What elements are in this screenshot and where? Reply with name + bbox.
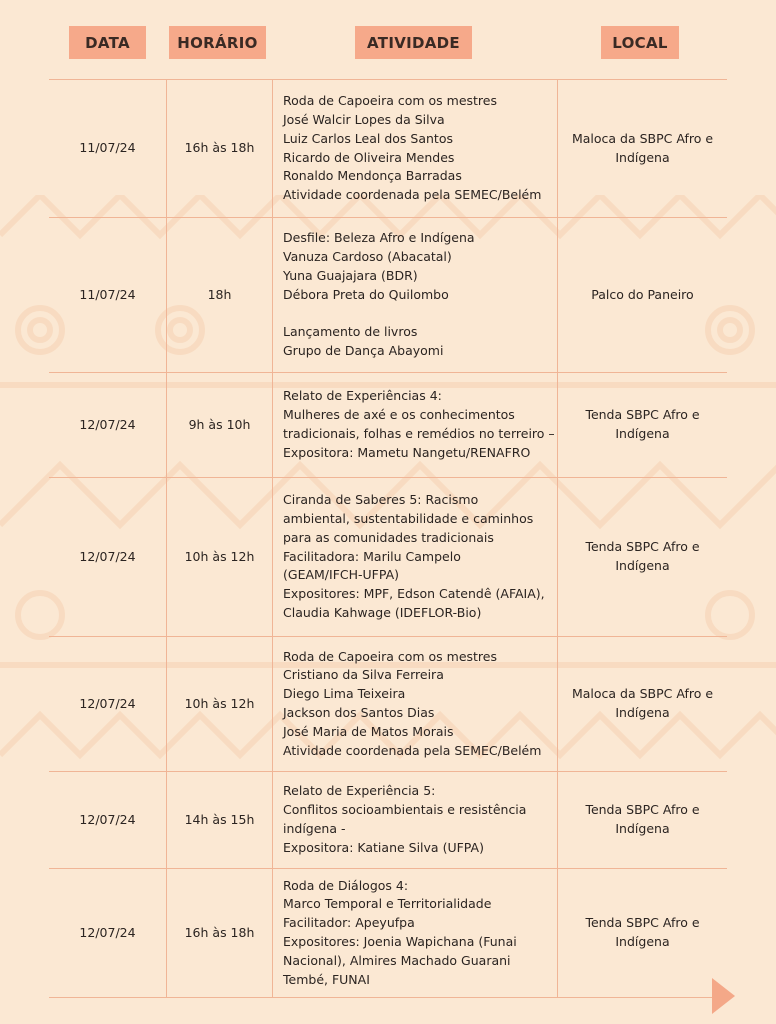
location-line: Tenda SBPC Afro e [585, 802, 700, 818]
date-cell: 12/07/24 [79, 924, 136, 940]
activity-cell [272, 869, 557, 997]
location-line: Maloca da SBPC Afro e [571, 686, 714, 702]
activity-cell [272, 478, 557, 636]
table-row [49, 217, 727, 372]
time-cell: 14h às 15h [166, 772, 272, 868]
header-date: DATA [69, 26, 146, 59]
activity-line: tradicionais, folhas e remédios no terreiro – [283, 426, 555, 441]
date-cell: 12/07/24 [79, 416, 136, 432]
activity-line: Expositores: MPF, Edson Catendê (AFAIA), [283, 586, 545, 602]
activity-line: Roda de Diálogos 4: [283, 877, 409, 893]
activity-line: Relato de Experiência 5: [283, 783, 436, 799]
table-row [49, 868, 727, 998]
activity-line: Facilitadora: Marilu Campelo [283, 548, 461, 564]
activity-line: Relato de Experiências 4: [283, 388, 442, 404]
time-cell: 18h [166, 218, 272, 372]
location-cell [557, 218, 727, 372]
activity-line: Grupo de Dança Abayomi [283, 342, 444, 358]
location-line: Indígena [615, 821, 670, 836]
activity-line: para as comunidades tradicionais [283, 529, 494, 545]
activity-line: ambiental, sustentabilidade e caminhos [283, 511, 534, 526]
header-location: LOCAL [601, 26, 679, 59]
location-cell [557, 373, 727, 477]
location-line: Indígena [615, 426, 670, 441]
location-line: Maloca da SBPC Afro e [571, 130, 714, 146]
activity-line: Mulheres de axé e os conhecimentos [283, 407, 515, 423]
activity-line: Expositora: Katiane Silva (UFPA) [283, 839, 484, 855]
header-time: HORÁRIO [169, 26, 266, 59]
activity-line: Jackson dos Santos Dias [283, 705, 435, 720]
activity-line: Claudia Kahwage (IDEFLOR-Bio) [283, 604, 482, 620]
date-cell: 12/07/24 [79, 695, 136, 711]
date-cell: 12/07/24 [79, 548, 136, 564]
time-cell: 9h às 10h [166, 373, 272, 477]
table-row [49, 372, 727, 477]
activity-line: José Maria de Matos Morais [283, 723, 454, 739]
activity-cell [272, 373, 557, 477]
location-line: Indígena [615, 705, 670, 720]
activity-line: Expositores: Joenia Wapichana (Funai [283, 934, 517, 949]
time-cell: 16h às 18h [166, 869, 272, 997]
date-cell: 12/07/24 [79, 811, 136, 827]
activity-line: Luiz Carlos Leal dos Santos [283, 130, 453, 146]
activity-line: Conflitos socioambientais e resistência [283, 802, 527, 818]
activity-line: Roda de Capoeira com os mestres [283, 648, 497, 664]
time-cell: 16h às 18h [166, 80, 272, 217]
activity-line: Roda de Capoeira com os mestres [283, 93, 497, 109]
activity-line: Expositora: Mametu Nangetu/RENAFRO [283, 444, 531, 460]
date-cell: 11/07/24 [79, 140, 136, 156]
location-cell [557, 478, 727, 636]
location-line: Indígena [615, 934, 670, 949]
activity-line: Facilitador: Apeyufpa [283, 915, 415, 931]
location-text [585, 914, 699, 952]
activity-line: Nacional), Almires Machado Guarani [283, 952, 511, 968]
activity-line: Ricardo de Oliveira Mendes [283, 149, 455, 165]
next-page-arrow-icon[interactable] [712, 978, 735, 1014]
activity-line: Lançamento de livros [283, 324, 418, 340]
time-cell: 10h às 12h [166, 478, 272, 636]
activity-cell [272, 80, 557, 217]
location-text [572, 685, 713, 723]
location-cell [557, 80, 727, 217]
header-activity: ATIVIDADE [355, 26, 472, 59]
activity-line: Tembé, FUNAI [283, 971, 370, 987]
table-row [49, 79, 727, 217]
activity-line: Desfile: Beleza Afro e Indígena [283, 230, 475, 246]
location-cell [557, 772, 727, 868]
location-text [585, 406, 699, 444]
location-text [585, 538, 699, 576]
activity-line: Ciranda de Saberes 5: Racismo [283, 492, 479, 508]
location-text [591, 286, 693, 305]
activity-cell [272, 637, 557, 771]
time-cell: 10h às 12h [166, 637, 272, 771]
activity-line: Vanuza Cardoso (Abacatal) [283, 249, 452, 264]
date-cell: 11/07/24 [79, 286, 136, 302]
activity-line: Atividade coordenada pela SEMEC/Belém [283, 742, 542, 758]
activity-line: Ronaldo Mendonça Barradas [283, 168, 462, 184]
location-line: Tenda SBPC Afro e [585, 539, 700, 555]
location-line: Indígena [615, 558, 670, 573]
activity-line: Diego Lima Teixeira [283, 686, 406, 702]
location-line: Indígena [615, 149, 670, 165]
activity-cell [272, 218, 557, 372]
location-line: Palco do Paneiro [591, 286, 694, 302]
activity-line: José Walcir Lopes da Silva [283, 111, 445, 127]
location-line: Tenda SBPC Afro e [585, 915, 700, 931]
location-text [585, 801, 699, 839]
location-cell [557, 869, 727, 997]
activity-line: Cristiano da Silva Ferreira [283, 667, 444, 683]
activity-line: Atividade coordenada pela SEMEC/Belém [283, 187, 542, 203]
location-cell [557, 637, 727, 771]
table-row [49, 771, 727, 868]
schedule-table [49, 79, 727, 998]
activity-line: indígena - [283, 821, 346, 836]
activity-line: Débora Preta do Quilombo [283, 286, 449, 302]
table-row [49, 636, 727, 771]
activity-line: Marco Temporal e Territorialidade [283, 896, 492, 912]
location-text [572, 130, 713, 168]
activity-line: Yuna Guajajara (BDR) [283, 267, 418, 283]
table-row [49, 477, 727, 636]
activity-line: (GEAM/IFCH-UFPA) [283, 567, 400, 583]
location-line: Tenda SBPC Afro e [585, 407, 700, 423]
activity-cell [272, 772, 557, 868]
